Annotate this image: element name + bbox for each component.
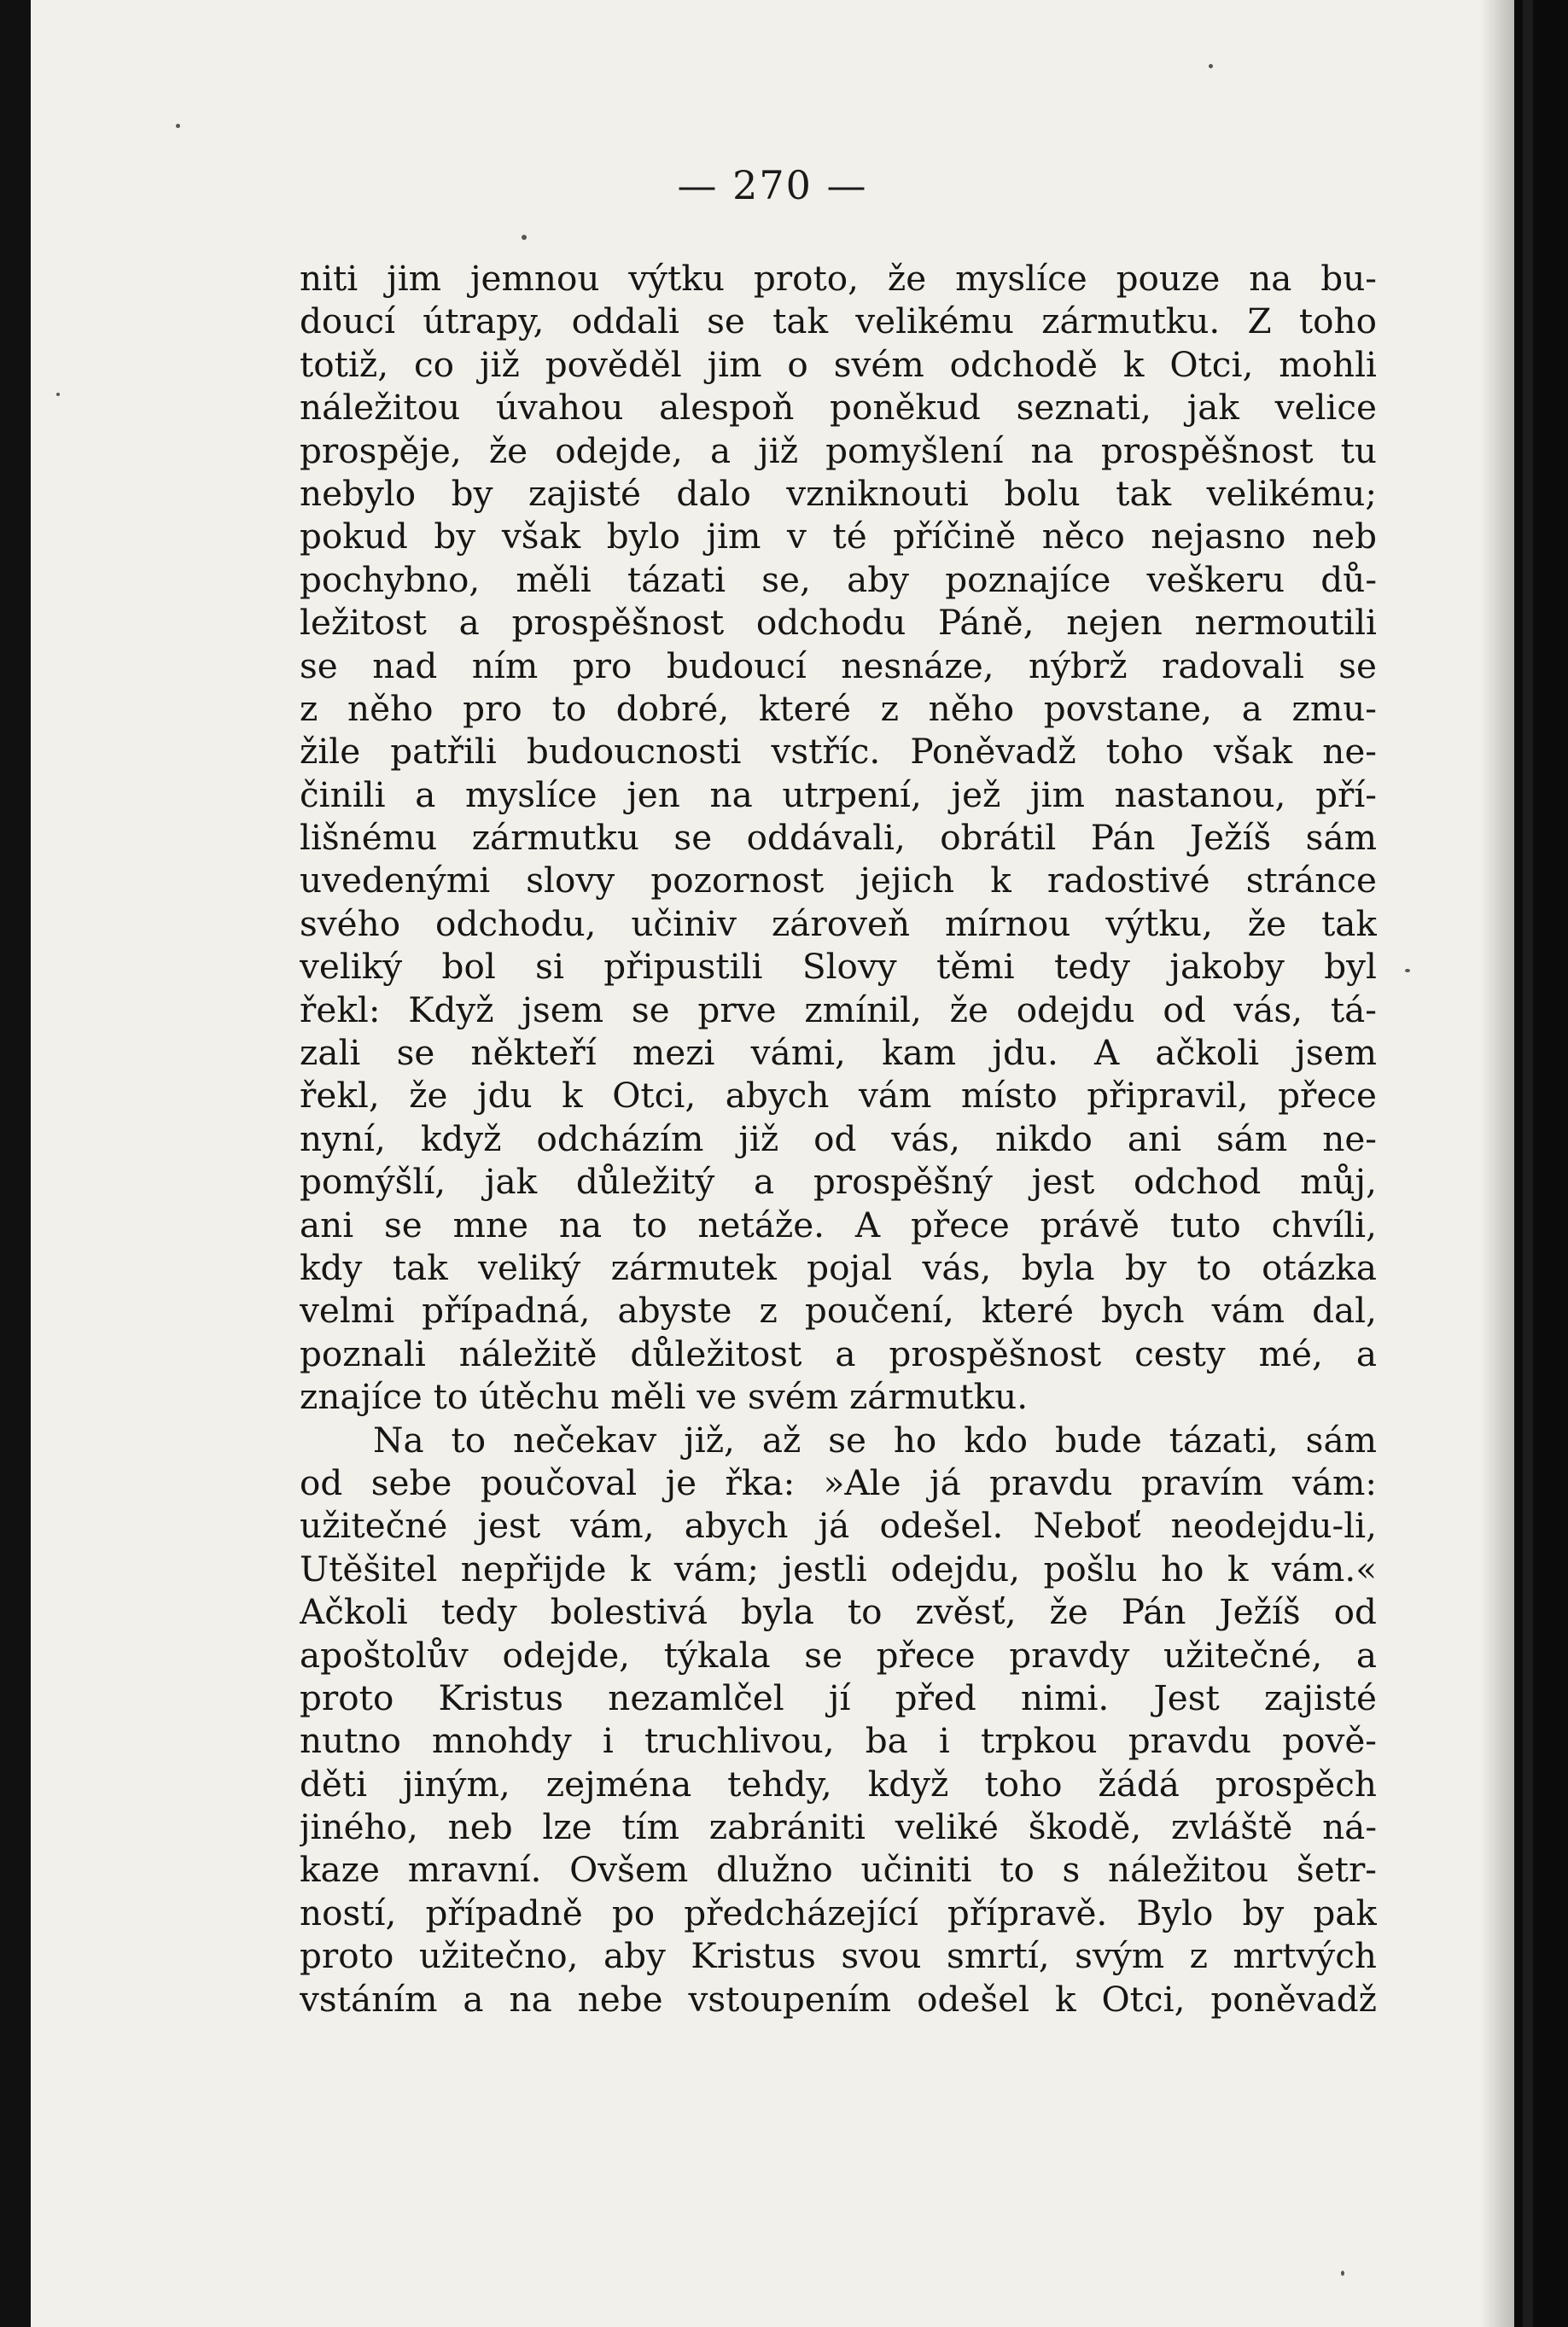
text-line: proto Kristus nezamlčel jí před nimi. Jest zajisté	[300, 1677, 1377, 1718]
text-line: znajíce to útěchu měli ve svém zármutku.	[300, 1376, 1029, 1418]
text-line: Na to nečekav již, až se ho kdo bude tázati, sám	[373, 1419, 1377, 1461]
text-line: od sebe poučoval je řka: »Ale já pravdu pravím vám:	[300, 1461, 1377, 1503]
text-line: děti jiným, zejména tehdy, když toho žádá prospěch	[300, 1763, 1377, 1805]
binding-shadow	[1480, 0, 1514, 2327]
text-line: nutno mnohdy i truchlivou, ba i trpkou pravdu pově-	[300, 1720, 1377, 1762]
text-line: pokud by však bylo jim v té příčině něco nejasno neb	[300, 516, 1377, 557]
text-line: ani se mne na to netáže. A přece právě tuto chvíli,	[300, 1204, 1377, 1245]
text-line: svého odchodu, učiniv zároveň mírnou výtku, že tak	[300, 902, 1377, 944]
scan-speck	[1209, 64, 1213, 68]
scan-speck	[1341, 2271, 1344, 2276]
text-line: náležitou úvahou alespoň poněkud seznati, jak velice	[300, 387, 1377, 429]
text-line: se nad ním pro budoucí nesnáze, nýbrž radovali se	[300, 644, 1377, 686]
text-line: kaze mravní. Ovšem dlužno učiniti to s náležitou šetr-	[300, 1849, 1377, 1891]
text-line: apoštolův odejde, týkala se přece pravdy užitečné, a	[300, 1634, 1377, 1676]
text-line: kdy tak veliký zármutek pojal vás, byla by to otázka	[300, 1246, 1377, 1288]
text-line: činili a myslíce jen na utrpení, jež jim nastanou, pří-	[300, 773, 1377, 815]
text-line: zali se někteří mezi vámi, kam jdu. A ačkoli jsem	[300, 1032, 1377, 1074]
scan-speck	[56, 393, 60, 396]
body-text	[300, 257, 1377, 2021]
text-line: niti jim jemnou výtku proto, že myslíce pouze na bu-	[300, 258, 1377, 299]
text-line: pomýšlí, jak důležitý a prospěšný jest odchod můj,	[300, 1161, 1377, 1203]
text-line: veliký bol si připustili Slovy těmi tedy jakoby byl	[300, 946, 1377, 988]
text-line: žile patřili budoucnosti vstříc. Poněvadž toho však ne-	[300, 731, 1377, 773]
text-line: z něho pro to dobré, které z něho povstane, a zmu-	[300, 687, 1377, 729]
text-line: Ačkoli tedy bolestivá byla to zvěsť, že Pán Ježíš od	[300, 1591, 1377, 1633]
text-line: ležitost a prospěšnost odchodu Páně, nejen nermoutili	[300, 602, 1377, 644]
book-page	[31, 0, 1514, 2327]
scan-speck	[522, 235, 527, 240]
text-line: Utěšitel nepřijde k vám; jestli odejdu, pošlu ho k vám.«	[300, 1548, 1377, 1589]
text-line: lišnému zármutku se oddávali, obrátil Pán Ježíš sám	[300, 817, 1377, 859]
text-line: totiž, co již pověděl jim o svém odchodě k Otci, mohli	[300, 343, 1377, 385]
text-line: užitečné jest vám, abych já odešel. Neboť neodejdu-li,	[300, 1505, 1377, 1547]
scan-speck	[176, 124, 180, 128]
text-line: ností, případně po předcházející přípravě. Bylo by pak	[300, 1892, 1377, 1933]
scan-speck	[1405, 969, 1410, 972]
text-line: prospěje, že odejde, a již pomyšlení na prospěšnost tu	[300, 429, 1377, 471]
text-line: řekl: Když jsem se prve zmínil, že odejdu od vás, tá-	[300, 989, 1377, 1030]
text-line: nebylo by zajisté dalo vzniknouti bolu tak velikému;	[300, 472, 1377, 514]
text-line: proto užitečno, aby Kristus svou smrtí, svým z mrtvých	[300, 1935, 1377, 1977]
text-line: velmi případná, abyste z poučení, které bych vám dal,	[300, 1290, 1377, 1332]
text-line: poznali náležitě důležitost a prospěšnost cesty mé, a	[300, 1333, 1377, 1374]
text-line: řekl, že jdu k Otci, abych vám místo připravil, přece	[300, 1075, 1377, 1117]
text-line: doucí útrapy, oddali se tak velikému zármutku. Z toho	[300, 300, 1377, 342]
text-line: pochybno, měli tázati se, aby poznajíce veškeru dů-	[300, 558, 1377, 600]
page-edge	[1523, 0, 1533, 2327]
text-line: nyní, když odcházím již od vás, nikdo ani sám ne-	[300, 1117, 1377, 1159]
scan-right-edge	[1514, 0, 1568, 2327]
text-line: jiného, neb lze tím zabrániti veliké škodě, zvláště ná-	[300, 1806, 1377, 1848]
text-line: vstáním a na nebe vstoupením odešel k Otci, poněvadž	[300, 1978, 1377, 2020]
page-number: — 270 —	[677, 162, 868, 208]
text-line: uvedenými slovy pozornost jejich k radostivé stránce	[300, 860, 1377, 901]
